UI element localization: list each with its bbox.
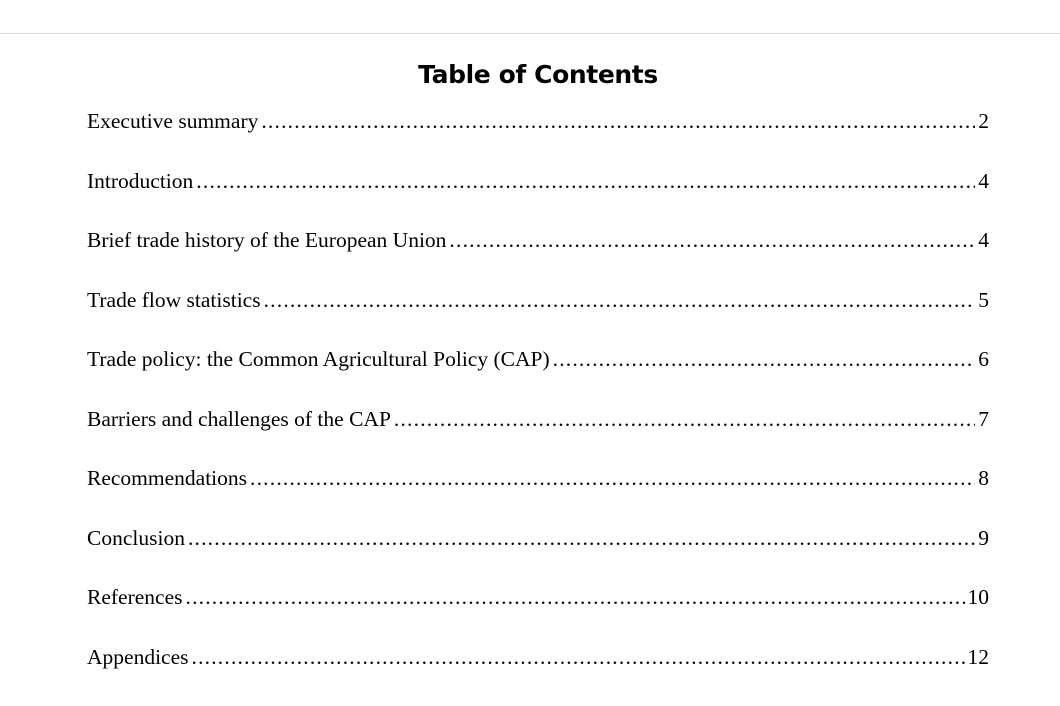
toc-entry-label: Executive summary [87, 109, 259, 133]
toc-entry-label: Conclusion [87, 525, 185, 550]
dot-leader [264, 284, 976, 317]
toc-entry-label: Introduction [87, 168, 194, 193]
toc-entry-label: References [87, 585, 183, 609]
dot-leader [553, 343, 976, 376]
dot-leader [250, 462, 975, 495]
toc-entry-page: 12 [967, 644, 989, 669]
toc-entry-label: Brief trade history of the European Union [87, 228, 447, 252]
toc-entry[interactable] [87, 462, 989, 522]
toc-title: Table of Contents [418, 59, 658, 89]
toc-entry[interactable] [87, 224, 989, 284]
toc-entry[interactable] [87, 165, 989, 225]
toc-entry[interactable] [87, 522, 989, 582]
toc-entry-page: 4 [978, 228, 989, 252]
toc-entry-label: Trade policy: the Common Agricultural Policy (CAP) [87, 347, 550, 371]
toc-entry[interactable] [87, 105, 989, 165]
dot-leader [449, 224, 975, 257]
toc-entry[interactable] [87, 284, 989, 344]
dot-leader [261, 105, 975, 138]
toc-entry[interactable] [87, 343, 989, 403]
dot-leader [394, 403, 975, 436]
toc-entry-page: 8 [978, 466, 989, 490]
toc-entry-page: 2 [978, 109, 989, 133]
toc-entry-label: Appendices [87, 644, 189, 669]
toc-entry-label: Recommendations [87, 466, 248, 490]
dot-leader [192, 641, 965, 674]
toc-entry-page: 7 [978, 406, 989, 431]
toc-entry-page: 4 [978, 168, 989, 193]
toc-entry-page: 5 [978, 287, 989, 312]
toc-entry[interactable] [87, 403, 989, 463]
toc-entry-label: Barriers and challenges of the CAP [87, 406, 391, 431]
toc-entry[interactable] [87, 641, 989, 701]
dot-leader [188, 522, 975, 555]
page-top-border [0, 33, 1060, 34]
toc-list [87, 105, 989, 700]
toc-entry[interactable] [87, 581, 989, 641]
toc-entry-page: 6 [978, 347, 989, 371]
dot-leader [196, 165, 975, 198]
toc-entry-label: Trade flow statistics [87, 287, 261, 312]
dot-leader [186, 581, 965, 614]
toc-entry-page: 9 [978, 525, 989, 550]
toc-entry-page: 10 [967, 585, 989, 609]
